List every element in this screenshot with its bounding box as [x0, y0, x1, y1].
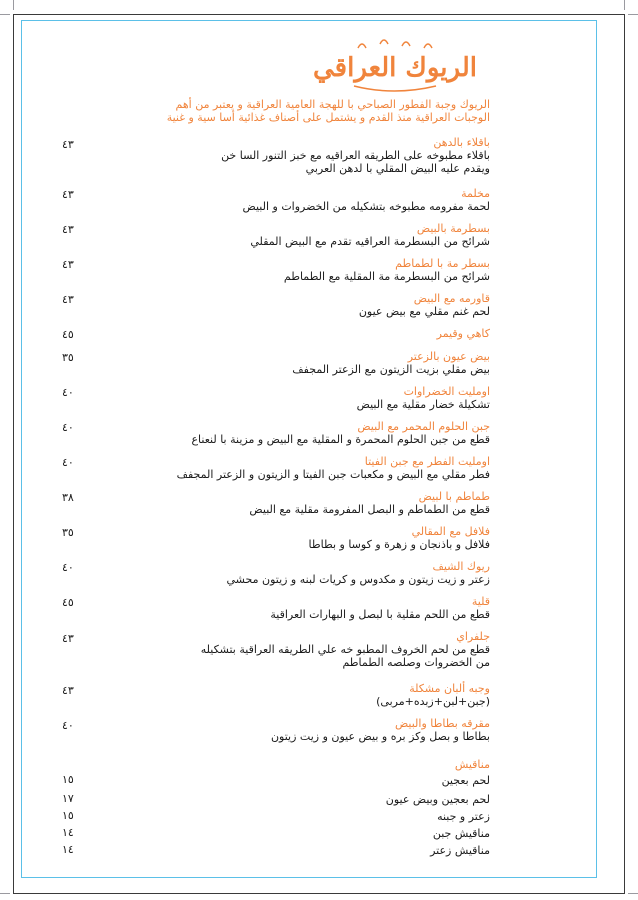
manakish-item-price: ١٥ — [62, 809, 74, 822]
menu-item — [20, 350, 490, 376]
item-description: شرائح من البسطرمة العراقيه تقدم مع البيض المقلي — [250, 235, 490, 248]
item-description: قطع من اللحم مقلية با لبصل و البهارات العراقية — [270, 608, 490, 621]
item-price: ٤٠ — [62, 561, 74, 574]
menu-item — [20, 682, 490, 708]
manakish-item-price: ١٤ — [62, 826, 74, 839]
item-description: قطع من جبن الحلوم المحمرة و المقلية مع البيض و مزينة با لنعناع — [191, 433, 490, 446]
menu-item — [20, 630, 490, 669]
item-description: بيض مقلي بزيت الزيتون مع الزعتر المجفف — [292, 363, 490, 376]
item-price: ٤٣ — [62, 188, 74, 201]
item-name: بسطر مة با لطماطم — [395, 257, 490, 270]
manakish-item-price: ١٧ — [62, 792, 74, 805]
item-name: اومليت الفطر مع جبن الفيتا — [364, 455, 490, 468]
item-name: جبن الحلوم المحمر مع البيض — [357, 420, 490, 433]
item-name: بسطرمة بالبيض — [416, 222, 490, 235]
item-description: شرائح من البسطرمة مة المقلية مع الطماطم — [283, 270, 490, 283]
item-description: قطع من لحم الخروف المطبو خه علي الطريقه العراقية بتشكيله — [200, 643, 490, 656]
menu-item — [20, 222, 490, 248]
item-name: مخلمة — [461, 187, 490, 200]
intro-line: الريوك وجبة الفطور الصباحي با للهجة العامية العراقية و يعتبر من أهم — [175, 98, 490, 111]
item-price: ٤٠ — [62, 386, 74, 399]
item-name: فلافل مع المقالي — [411, 525, 490, 538]
item-price: ٤٣ — [62, 684, 74, 697]
item-name: كاهي وقيمر — [436, 327, 490, 340]
item-price: ٤٣ — [62, 138, 74, 151]
item-price: ٤٣ — [62, 632, 74, 645]
menu-item — [20, 490, 490, 516]
menu-item — [20, 560, 490, 586]
item-price: ٤٠ — [62, 421, 74, 434]
section-title-manakish: مناقيش — [454, 758, 490, 771]
item-name: وجبه ألبان مشكلة — [409, 682, 490, 695]
menu-item — [20, 420, 490, 446]
ornament-flourish — [358, 40, 432, 48]
menu-item — [20, 385, 490, 411]
item-description: قطع من الطماطم و البصل المفرومة مقلية مع البيض — [249, 503, 490, 516]
item-name: قلية — [471, 595, 490, 608]
item-description: من الخضروات وصلصه الطماطم — [342, 656, 490, 669]
menu-item — [20, 136, 490, 175]
item-description: زعتر و زيت زيتون و مكدوس و كريات لبنه و زيتون محشي — [226, 573, 490, 586]
item-name: اومليت الخضراوات — [403, 385, 490, 398]
menu-item — [20, 455, 490, 481]
item-description: باقلاء مطبوخه على الطريقه العراقيه مع خبز التنور السا خن — [221, 149, 490, 162]
menu-item — [20, 327, 490, 340]
item-description: فلافل و باذنجان و زهرة و كوسا و بطاطا — [308, 538, 490, 551]
manakish-item-name: زعتر و جبنه — [437, 810, 490, 823]
item-name: قاورمه مع البيض — [413, 292, 490, 305]
menu-title: الريوك العراقي — [313, 53, 477, 83]
intro-line: الوجبات العراقية منذ القدم و يشتمل على أصناف غذائية أسا سية و غنية — [166, 111, 490, 124]
item-name: باقلاء بالدهن — [433, 136, 490, 149]
item-price: ٣٨ — [62, 491, 74, 504]
manakish-item-name: مناقيش زعتر — [430, 844, 490, 857]
item-description: ويقدم عليه البيض المقلي با لدهن العربي — [305, 162, 490, 175]
item-description: فطر مقلي مع البيض و مكعبات جبن الفيتا و الزيتون و الزعتر المجفف — [176, 468, 490, 481]
item-description: لحم غنم مقلي مع بيض عيون — [358, 305, 490, 318]
item-description: (جبن+لبن+زبده+مربى) — [376, 695, 490, 708]
menu-intro — [50, 98, 490, 124]
item-price: ٤٠ — [62, 719, 74, 732]
manakish-item-price: ١٤ — [62, 843, 74, 856]
menu-item — [20, 595, 490, 621]
menu-title-logo — [313, 36, 477, 94]
item-price: ٤٥ — [62, 596, 74, 609]
item-name: طماطم با لبيض — [418, 490, 490, 503]
item-name: ريوك الشيف — [432, 560, 490, 573]
item-description: تشكيلة خضار مقلية مع البيض — [356, 398, 490, 411]
menu-item — [20, 292, 490, 318]
item-price: ٣٥ — [62, 526, 74, 539]
menu-item — [20, 187, 490, 213]
item-price: ٤٣ — [62, 293, 74, 306]
item-description: بطاطا و بصل وكز بره و بيض عيون و زيت زيتون — [270, 730, 490, 743]
item-price: ٣٥ — [62, 351, 74, 364]
manakish-item-price: ١٥ — [62, 773, 74, 786]
item-name: مقرقه بطاطا والبيض — [394, 717, 490, 730]
manakish-item-name: لحم بعجين — [441, 774, 490, 787]
menu-item — [20, 257, 490, 283]
manakish-item-name: لحم بعجين وبيض عيون — [385, 793, 490, 806]
item-name: جلفراي — [456, 630, 490, 643]
item-price: ٤٣ — [62, 223, 74, 236]
menu-item — [20, 717, 490, 743]
item-name: بيض عيون بالزعتر — [407, 350, 490, 363]
menu-item — [20, 525, 490, 551]
ornament-underline — [354, 86, 436, 91]
item-price: ٤٥ — [62, 328, 74, 341]
manakish-item-name: مناقيش جبن — [432, 827, 490, 840]
item-description: لحمة مفرومه مطبوخه بتشكيله من الخضروات و البيض — [242, 200, 490, 213]
item-price: ٤٠ — [62, 456, 74, 469]
item-price: ٤٣ — [62, 258, 74, 271]
